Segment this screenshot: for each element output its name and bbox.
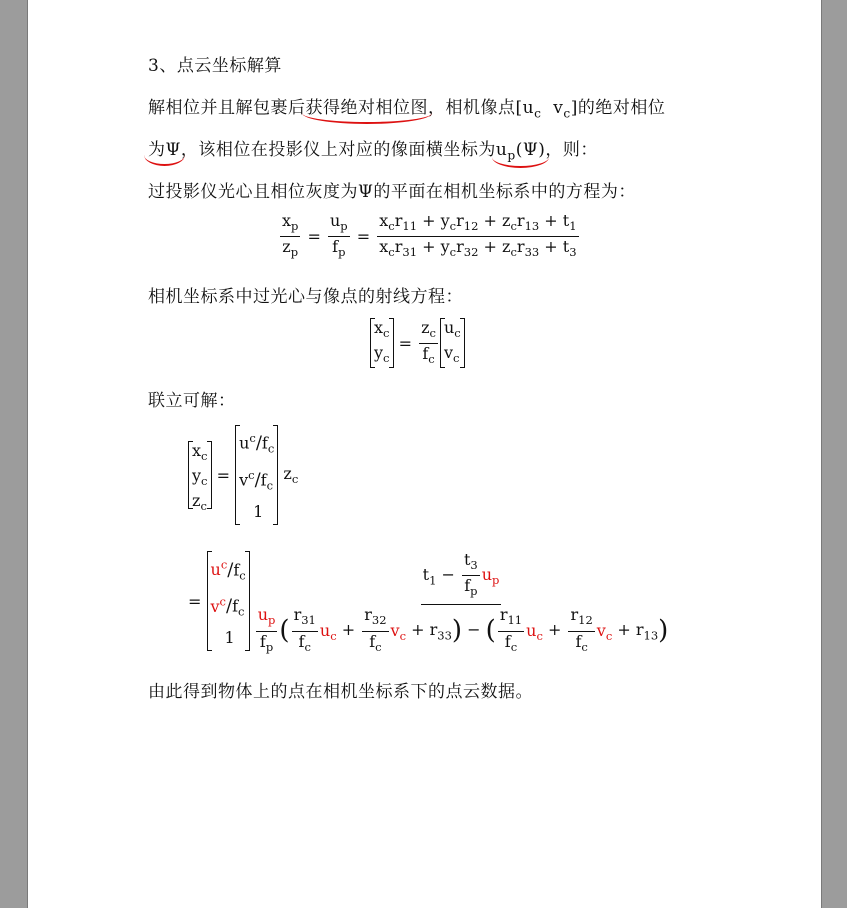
underlined-phrase-1 — [306, 93, 429, 118]
para1-text-e: ]的绝对相位 — [570, 98, 666, 118]
para2-sub: p — [507, 148, 516, 163]
paragraph-6: 由此得到物体上的点在相机坐标系下的点云数据。 — [148, 682, 533, 702]
underlined-phrase-2 — [148, 135, 181, 160]
document-page — [27, 0, 822, 908]
para2-text-a: 为Ψ — [148, 140, 181, 160]
para1-text-d: v — [541, 98, 564, 118]
para2-text-c: u — [495, 140, 508, 160]
para2-text-d: (Ψ) — [515, 140, 546, 160]
paragraph-3: 过投影仪光心且相位灰度为Ψ的平面在相机坐标系中的方程为： — [148, 182, 636, 202]
equation-solution: $x_c$ $y_c$ $z_c$ = $u^c/f_c$ $v^c/f_c$ 1 $z_c$ — [188, 425, 298, 525]
paragraph-4: 相机坐标系中过光心与像点的射线方程： — [148, 287, 463, 307]
para2-text-e: ，则： — [545, 140, 598, 160]
paragraph-2 — [148, 135, 598, 162]
para1-sub-b: c — [563, 106, 571, 121]
para2-text-b: ，该相位在投影仪上对应的像面横坐标为 — [180, 140, 496, 160]
para1-text-c: ，相机像点[u — [428, 98, 535, 118]
equation-plane: $\frac{x_p}{z_p}$ = $\frac{u_p}{f_p}$ = $\frac{x_cr_{11} + y_cr_{12} + z_cr_{13} + t_1}{x_cr_{31} + y_cr_{32} + z_cr_{33} + t_3}$ — [282, 211, 577, 260]
para1-sub-a: c — [534, 106, 542, 121]
paragraph-5: 联立可解： — [148, 391, 236, 411]
underlined-phrase-3 — [496, 140, 545, 162]
para1-text-b: 获得绝对相位图 — [305, 98, 428, 118]
equation-expanded: = $u^c/f_c$ $v^c/f_c$ 1 $t_1$ − $\frac{t_3}{f_p}$ $u_p$ $\frac{u_p}{f_p}$ ( $\frac{r_{31}}{f_c}$ $u_c$ + $\frac{r_{32}}{f_c}$ $v_c + r_{33}$) − ( $\frac{r_{11}}{f_c}$ $u_c$ + $\frac{r_{12}}{f_c}$ $v_c + r_{13}$) — [188, 547, 672, 656]
equation-ray: $x_c$ $y_c$ = $\frac{z_c}{f_c}$ $u_c$ $v_c$ — [370, 318, 465, 368]
para1-text-a: 解相位并且解包裹后 — [148, 98, 306, 118]
paragraph-1 — [148, 93, 665, 120]
section-heading: 3、点云坐标解算 — [148, 56, 282, 76]
